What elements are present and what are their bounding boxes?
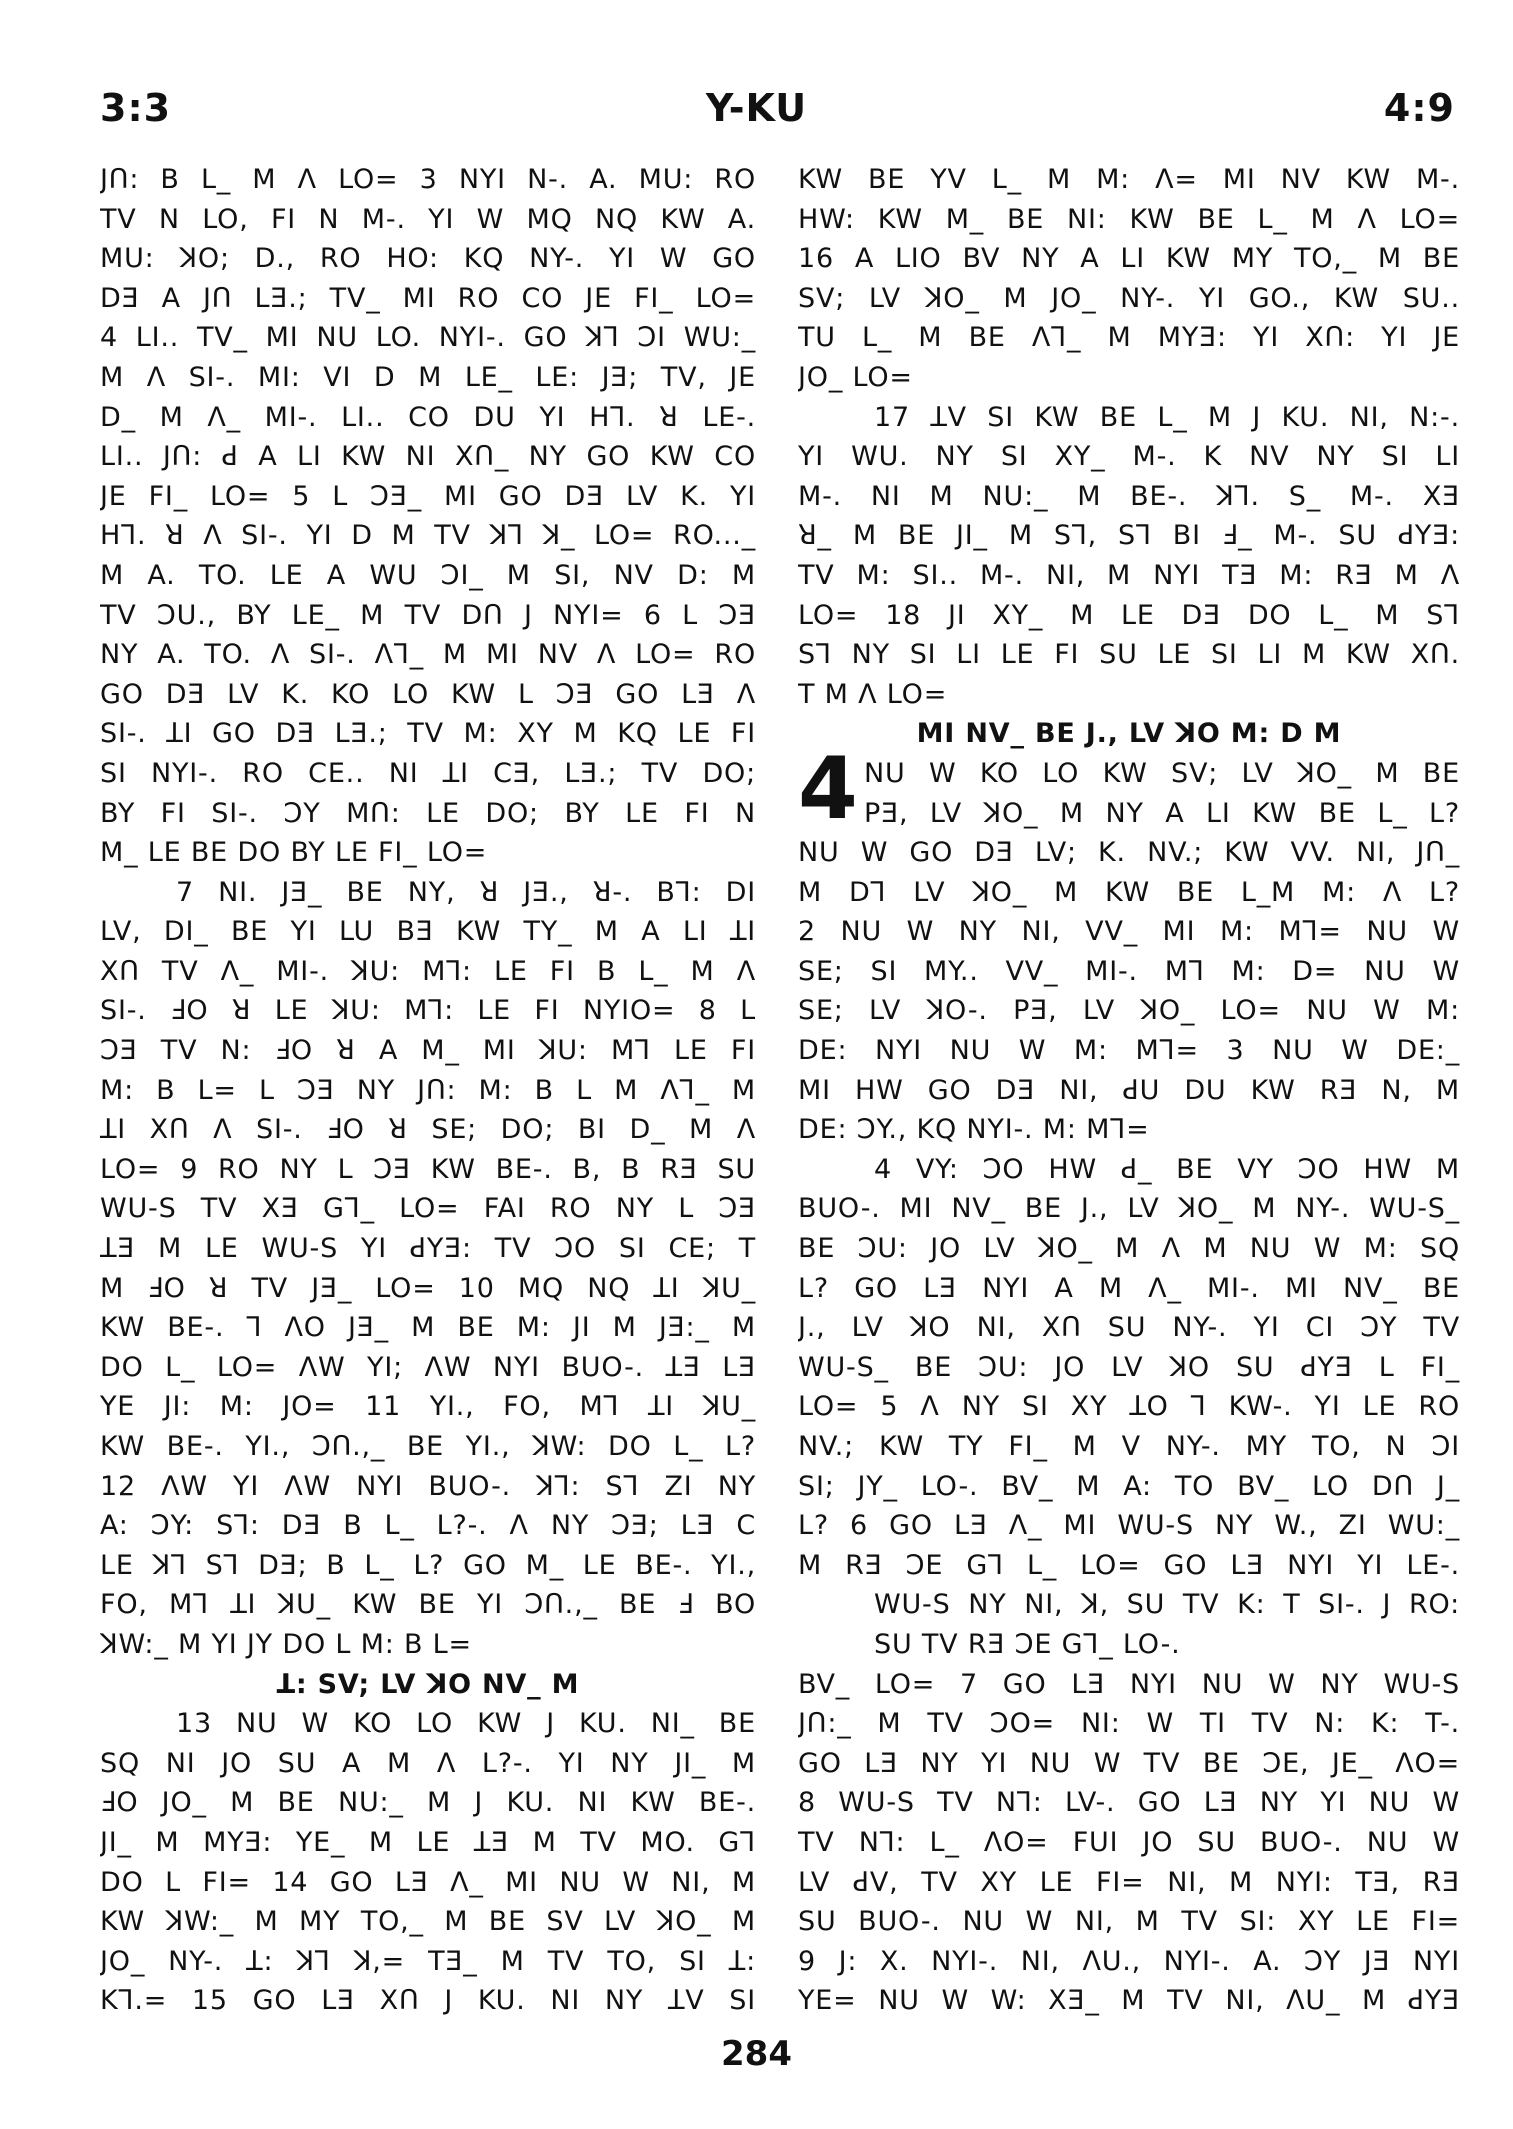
text-line: DE: ꓛY., KQ NYI-. M: Mꓶ= bbox=[798, 1114, 1150, 1146]
text-line: GO LƎ NY YI NU W TV BE ꓛE, JE_ ΛO= bbox=[798, 1747, 1460, 1779]
text-line: TV Nꓶ: L_ ΛO= FUI JO SU BUO-. NU W bbox=[798, 1826, 1460, 1858]
text-line: DE: NYI NU W M: Mꓶ= 3 NU W DE:_ bbox=[798, 1035, 1460, 1067]
text-line: LV, DI_ BE YI LU BƎ KW TY_ M A LI ꓕI bbox=[100, 916, 756, 948]
text-line: JՈ:_ M TV ꓛO= NI: W TI TV N: K: T-. bbox=[798, 1708, 1460, 1740]
text-line: SU TV RƎ ꓛE Gꓶ_ LO-. bbox=[874, 1628, 1181, 1660]
right-text-column bbox=[798, 160, 1460, 2021]
text-line: Hꓶ. ꓤ Λ SI-. YI D M TV ꓘꓶ ꓘ_ LO= RO..._ bbox=[100, 520, 756, 552]
text-line: TU L_ M BE Λꓶ_ M MYƎ: YI XՈ: YI JE bbox=[798, 322, 1460, 354]
text-line: LI.. JՈ: ꓒ A LI KW NI XՈ_ NY GO KW CO bbox=[100, 441, 756, 473]
text-line: ꓘW:_ M YI JY DO L M: B L= bbox=[100, 1628, 472, 1660]
text-line: MU: ꓘO; D., RO HO: KQ NY-. YI W GO bbox=[100, 243, 756, 275]
header-right-reference: 4:9 bbox=[1383, 86, 1455, 130]
text-line: BE ꓛU: JO LV ꓘO_ M Λ M NU W M: SQ bbox=[798, 1233, 1460, 1265]
text-line: SI-. ꓞO ꓤ LE ꓘU: Mꓶ: LE FI NYIO= 8 L bbox=[100, 995, 756, 1027]
text-line: A: ꓛY: Sꓶ: DƎ B L_ L?-. Λ NY ꓛƎ; LƎ C bbox=[100, 1510, 756, 1542]
text-line: NU W KO LO KW SV; LV ꓘO_ M BE bbox=[864, 757, 1460, 789]
text-line: M-. NI M NU:_ M BE-. ꓘꓶ. S_ M-. XƎ bbox=[798, 480, 1460, 512]
text-line: ꓞO JO_ M BE NU:_ M J KU. NI KW BE-. bbox=[100, 1787, 756, 1819]
text-line: KW BE YV L_ M M: Λ= MI NV KW M-. bbox=[798, 164, 1460, 195]
text-line: MI HW GO DƎ NI, ꓒU DU KW RƎ N, M bbox=[798, 1074, 1460, 1106]
text-line: M Dꓶ LV ꓘO_ M KW BE L_M M: Λ L? bbox=[798, 876, 1460, 908]
text-line: ꓛƎ TV N: ꓞO ꓤ A M_ MI ꓘU: Mꓶ LE FI bbox=[100, 1035, 756, 1067]
left-text-column bbox=[100, 160, 756, 2021]
text-line: ꓕƎ M LE WU-S YI ꓒYƎ: TV ꓛO SI CE; T bbox=[100, 1233, 756, 1265]
text-line: YE= NU W W: XƎ_ M TV NI, ΛU_ M ꓒYƎ bbox=[798, 1985, 1460, 2017]
text-line: 9 J: X. NYI-. NI, ΛU., NYI-. A. ꓛY JƎ NYI bbox=[798, 1945, 1460, 1977]
header-left-reference: 3:3 bbox=[100, 86, 172, 130]
text-line: 13 NU W KO LO KW J KU. NI_ BE bbox=[176, 1708, 756, 1740]
text-line: SV; LV ꓘO_ M JO_ NY-. YI GO., KW SU.. bbox=[798, 282, 1460, 314]
text-line: YI WU. NY SI XY_ M-. K NV NY SI LI bbox=[798, 441, 1460, 473]
text-line: M RƎ ꓛE Gꓶ L_ LO= GO LƎ NYI YI LE-. bbox=[798, 1549, 1460, 1581]
text-line: L? 6 GO LƎ Λ_ MI WU-S NY W., ZI WU:_ bbox=[798, 1510, 1460, 1542]
text-line: LO= 5 Λ NY SI XY ꓕO ꓶ KW-. YI LE RO bbox=[798, 1391, 1460, 1423]
text-line: M_ LE BE DO BY LE FI_ LO= bbox=[100, 837, 488, 869]
text-line: 4 VY: ꓛO HW ꓒ_ BE VY ꓛO HW M bbox=[874, 1153, 1460, 1185]
text-line: M Λ SI-. MI: VI D M LE_ LE: JƎ; TV, JE bbox=[100, 361, 756, 393]
text-line: PƎ, LV ꓘO_ M NY A LI KW BE L_ L? bbox=[864, 797, 1460, 829]
text-line: JՈ: B L_ M Λ LO= 3 NYI N-. A. MU: RO bbox=[100, 164, 756, 195]
text-line: JO_ LO= bbox=[798, 361, 913, 393]
text-line: LO= 18 JI XY_ M LE DƎ DO L_ M Sꓶ bbox=[798, 599, 1460, 631]
text-line: SI NYI-. RO CE.. NI ꓕI CƎ, LƎ.; TV DO; bbox=[100, 757, 756, 789]
text-line: TV ꓛU., BY LE_ M TV DՈ J NYI= 6 L ꓛƎ bbox=[100, 599, 756, 631]
text-line: 16 A LIO BV NY A LI KW MY TO,_ M BE bbox=[798, 243, 1460, 275]
text-line: BY FI SI-. ꓛY MՈ: LE DO; BY LE FI N bbox=[100, 797, 756, 829]
text-line: SQ NI JO SU A M Λ L?-. YI NY JI_ M bbox=[100, 1747, 756, 1779]
text-line: M ꓞO ꓤ TV JƎ_ LO= 10 MQ NQ ꓕI ꓘU_ bbox=[100, 1272, 756, 1304]
text-line: SE; SI MY.. VV_ MI-. Mꓶ M: D= NU W bbox=[798, 955, 1460, 987]
text-line: LV ꓒV, TV XY LE FI= NI, M NYI: TƎ, RƎ bbox=[798, 1866, 1460, 1898]
text-line: 8 WU-S TV Nꓶ: LV-. GO LƎ NY YI NU W bbox=[798, 1787, 1460, 1819]
text-line: WU-S NY NI, ꓘ, SU TV K: T SI-. J RO: bbox=[874, 1589, 1460, 1621]
text-line: MI NV_ BE J., LV ꓘO M: D M bbox=[916, 718, 1342, 750]
text-line: D_ M Λ_ MI-. LI.. CO DU YI Hꓶ. ꓤ LE-. bbox=[100, 401, 756, 433]
text-line: J., LV ꓘO NI, XՈ SU NY-. YI CI ꓛY TV bbox=[798, 1312, 1460, 1344]
text-line: NY A. TO. Λ SI-. Λꓶ_ M MI NV Λ LO= RO bbox=[100, 639, 756, 671]
text-line: KW BE-. YI., ꓛՈ.,_ BE YI., ꓘW: DO L_ L? bbox=[100, 1431, 756, 1462]
text-line: DO L FI= 14 GO LƎ Λ_ MI NU W NI, M bbox=[100, 1866, 756, 1898]
text-line: JE FI_ LO= 5 L ꓛƎ_ MI GO DƎ LV K. YI bbox=[100, 480, 756, 512]
text-line: LO= 9 RO NY L ꓛƎ KW BE-. B, B RƎ SU bbox=[100, 1153, 756, 1185]
text-line: DO L_ LO= ΛW YI; ΛW NYI BUO-. ꓕƎ LƎ bbox=[100, 1351, 756, 1383]
text-line: M A. TO. LE A WU ꓛI_ M SI, NV D: M bbox=[100, 559, 756, 591]
text-line: XՈ TV Λ_ MI-. ꓘU: Mꓶ: LE FI B L_ M Λ bbox=[100, 955, 756, 987]
page-number: 284 bbox=[721, 2034, 792, 2074]
text-line: TV N LO, FI N M-. YI W MQ NQ KW A. bbox=[100, 203, 756, 235]
text-line: WU-S_ BE ꓛU: JO LV ꓘO SU ꓒYƎ L FI_ bbox=[798, 1351, 1460, 1383]
text-line: 17 ꓕV SI KW BE L_ M J KU. NI, N:-. bbox=[874, 401, 1460, 433]
text-line: ꓕ: SV; LV ꓘO NV_ M bbox=[276, 1668, 580, 1700]
text-line: FO, Mꓶ ꓕI ꓘU_ KW BE YI ꓛՈ.,_ BE ꓞ BO bbox=[100, 1589, 756, 1621]
text-line: BV_ LO= 7 GO LƎ NYI NU W NY WU-S bbox=[798, 1668, 1460, 1700]
text-line: ꓤ_ M BE JI_ M Sꓶ, Sꓶ BI ꓞ_ M-. SU ꓒYƎ: bbox=[798, 520, 1460, 552]
text-line: 2 NU W NY NI, VV_ MI M: Mꓶ= NU W bbox=[798, 916, 1460, 948]
text-line: NU W GO DƎ LV; K. NV.; KW VV. NI, JՈ_ bbox=[798, 837, 1460, 869]
text-line: GO DƎ LV K. KO LO KW L ꓛƎ GO LƎ Λ bbox=[100, 678, 756, 710]
text-line: JI_ M MYƎ: YE_ M LE ꓕƎ M TV MO. Gꓶ bbox=[100, 1826, 756, 1858]
text-line: JO_ NY-. ꓕ: ꓘꓶ ꓘ,= TƎ_ M TV TO, SI ꓕ: bbox=[100, 1945, 756, 1977]
text-line: 7 NI. JƎ_ BE NY, ꓤ JƎ., ꓤ-. Bꓶ: DI bbox=[176, 876, 756, 908]
text-line: SI; JY_ LO-. BV_ M A: TO BV_ LO DՈ J_ bbox=[798, 1470, 1460, 1502]
text-line: KW BE-. ꓶ ΛO JƎ_ M BE M: JI M JƎ:_ M bbox=[100, 1312, 756, 1344]
chapter-number: 4 bbox=[798, 739, 858, 839]
text-line: WU-S TV XƎ Gꓶ_ LO= FAI RO NY L ꓛƎ bbox=[100, 1193, 756, 1225]
text-line: Sꓶ NY SI LI LE FI SU LE SI LI M KW XՈ. bbox=[798, 639, 1460, 671]
text-line: SE; LV ꓘO-. PƎ, LV ꓘO_ LO= NU W M: bbox=[798, 995, 1460, 1027]
text-line: HW: KW M_ BE NI: KW BE L_ M Λ LO= bbox=[798, 203, 1460, 235]
text-line: M: B L= L ꓛƎ NY JՈ: M: B L M Λꓶ_ M bbox=[100, 1074, 756, 1106]
text-line: 12 ΛW YI ΛW NYI BUO-. ꓘꓶ: Sꓶ ZI NY bbox=[100, 1470, 756, 1502]
text-line: LE ꓘꓶ Sꓶ DƎ; B L_ L? GO M_ LE BE-. YI., bbox=[100, 1549, 756, 1581]
text-line: SI-. ꓕI GO DƎ LƎ.; TV M: XY M KQ LE FI bbox=[100, 718, 756, 750]
text-line: KW ꓘW:_ M MY TO,_ M BE SV LV ꓘO_ M bbox=[100, 1906, 756, 1938]
text-line: TV M: SI.. M-. NI, M NYI TƎ M: RƎ M Λ bbox=[798, 559, 1460, 591]
text-line: BUO-. MI NV_ BE J., LV ꓘO_ M NY-. WU-S_ bbox=[798, 1193, 1460, 1225]
text-line: 4 LI.. TV_ MI NU LO. NYI-. GO ꓘꓶ ꓛI WU:_ bbox=[100, 322, 756, 354]
text-line: SU BUO-. NU W NI, M TV SI: XY LE FI= bbox=[798, 1906, 1460, 1938]
text-line: T M Λ LO= bbox=[798, 678, 948, 710]
text-line: DƎ A JՈ LƎ.; TV_ MI RO CO JE FI_ LO= bbox=[100, 282, 756, 314]
text-line: Kꓶ.= 15 GO LƎ XՈ J KU. NI NY ꓕV SI bbox=[100, 1985, 756, 2017]
page-header bbox=[0, 86, 1513, 136]
text-line: L? GO LƎ NYI A M Λ_ MI-. MI NV_ BE bbox=[798, 1272, 1460, 1304]
text-line: ꓕI XՈ Λ SI-. ꓞO ꓤ SE; DO; BI D_ M Λ bbox=[100, 1114, 756, 1146]
text-line: YE JI: M: JO= 11 YI., FO, Mꓶ ꓕI ꓘU_ bbox=[100, 1391, 756, 1423]
header-title: Y-KU bbox=[705, 86, 808, 130]
text-line: NV.; KW TY FI_ M V NY-. MY TO, N ꓛI bbox=[798, 1431, 1460, 1462]
